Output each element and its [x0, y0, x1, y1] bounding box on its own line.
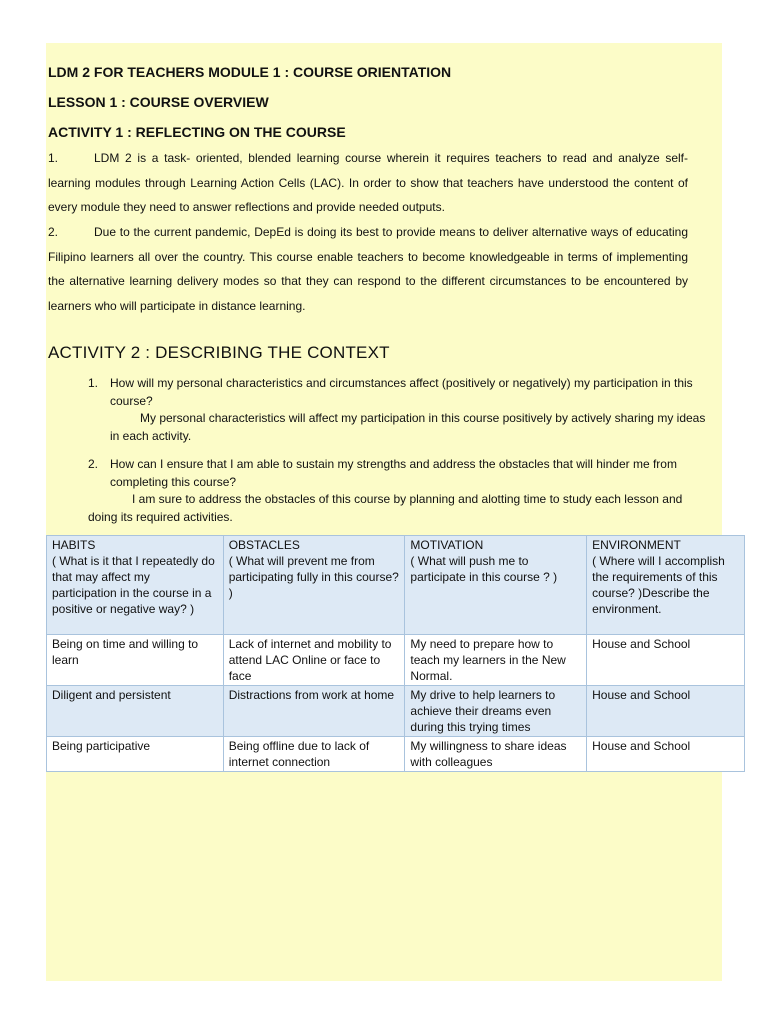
context-table [46, 535, 745, 772]
table-row [47, 737, 745, 772]
table-cell: Being offline due to lack of internet connection [223, 737, 405, 772]
item-number: 1. [48, 151, 59, 165]
activity2-title: ACTIVITY 2 : DESCRIBING THE CONTEXT [48, 343, 390, 362]
table-cell: House and School [587, 737, 745, 772]
header-title: ENVIRONMENT [592, 538, 681, 552]
header-obstacles [223, 536, 405, 635]
table-cell: Being on time and willing to learn [47, 635, 224, 686]
table-cell: My willingness to share ideas with colleagues [405, 737, 587, 772]
header-motivation [405, 536, 587, 635]
header-title: OBSTACLES [228, 538, 300, 552]
header-desc: ( What will prevent me from participating fully in this course? ) [228, 554, 399, 600]
table-cell: House and School [587, 635, 745, 686]
header-desc: ( What will push me to participate in this course ? ) [410, 554, 558, 584]
table-cell: House and School [587, 686, 745, 737]
activity1-title: ACTIVITY 1 : REFLECTING ON THE COURSE [48, 124, 346, 140]
question-number: 1. [88, 376, 99, 390]
item-number: 2. [48, 225, 59, 239]
table-cell: Distractions from work at home [223, 686, 405, 737]
module-title: LDM 2 FOR TEACHERS MODULE 1 : COURSE ORIENTATION [48, 64, 452, 80]
header-desc: ( What is it that I repeatedly do that may affect my participation in the course in a positive or negative way? ) [52, 554, 215, 616]
table-cell: My drive to help learners to achieve their dreams even during this trying times [405, 686, 587, 737]
question-number: 2. [88, 457, 99, 471]
activity1-item-1 [48, 146, 688, 220]
header-habits [47, 536, 224, 635]
header-environment [587, 536, 745, 635]
question-text: How will my personal characteristics and circumstances affect (positively or negatively) my participation in this course? [110, 376, 693, 408]
table-cell: Diligent and persistent [47, 686, 224, 737]
table-row [47, 686, 745, 737]
item-text: Due to the current pandemic, DepEd is doing its best to provide means to deliver alternative ways of educating Filipino learners all over the country. This course enable teachers to become knowledgeable in terms of implementing the alternative learning delivery modes so that they can respond to the different circumstances to be encountered by learners who will participate in distance learning. [48, 225, 688, 313]
table-cell: Being participative [47, 737, 224, 772]
item-text: LDM 2 is a task- oriented, blended learning course wherein it requires teachers to read and analyze self- learning modules through Learning Action Cells (LAC). In order to show that teachers have understood the content of every module they need to answer reflections and provide needed outputs. [48, 151, 688, 214]
header-desc: ( Where will I accomplish the requirements of this course? )Describe the environment. [592, 554, 725, 616]
question-text: How can I ensure that I am able to sustain my strengths and address the obstacles that will hinder me from completing this course? [110, 457, 677, 489]
header-title: HABITS [52, 538, 96, 552]
table-header-row [47, 536, 745, 635]
table-cell: My need to prepare how to teach my learners in the New Normal. [405, 635, 587, 686]
answer-2: I am sure to address the obstacles of this course by planning and alotting time to study each lesson and doing its required activities. [88, 492, 683, 524]
activity1-item-2 [48, 220, 688, 318]
lesson-title: LESSON 1 : COURSE OVERVIEW [48, 94, 269, 110]
answer-1: My personal characteristics will affect my participation in this course positively by actively sharing my ideas in each activity. [110, 411, 706, 443]
header-title: MOTIVATION [410, 538, 484, 552]
table-cell: Lack of internet and mobility to attend LAC Online or face to face [223, 635, 405, 686]
table-row [47, 635, 745, 686]
